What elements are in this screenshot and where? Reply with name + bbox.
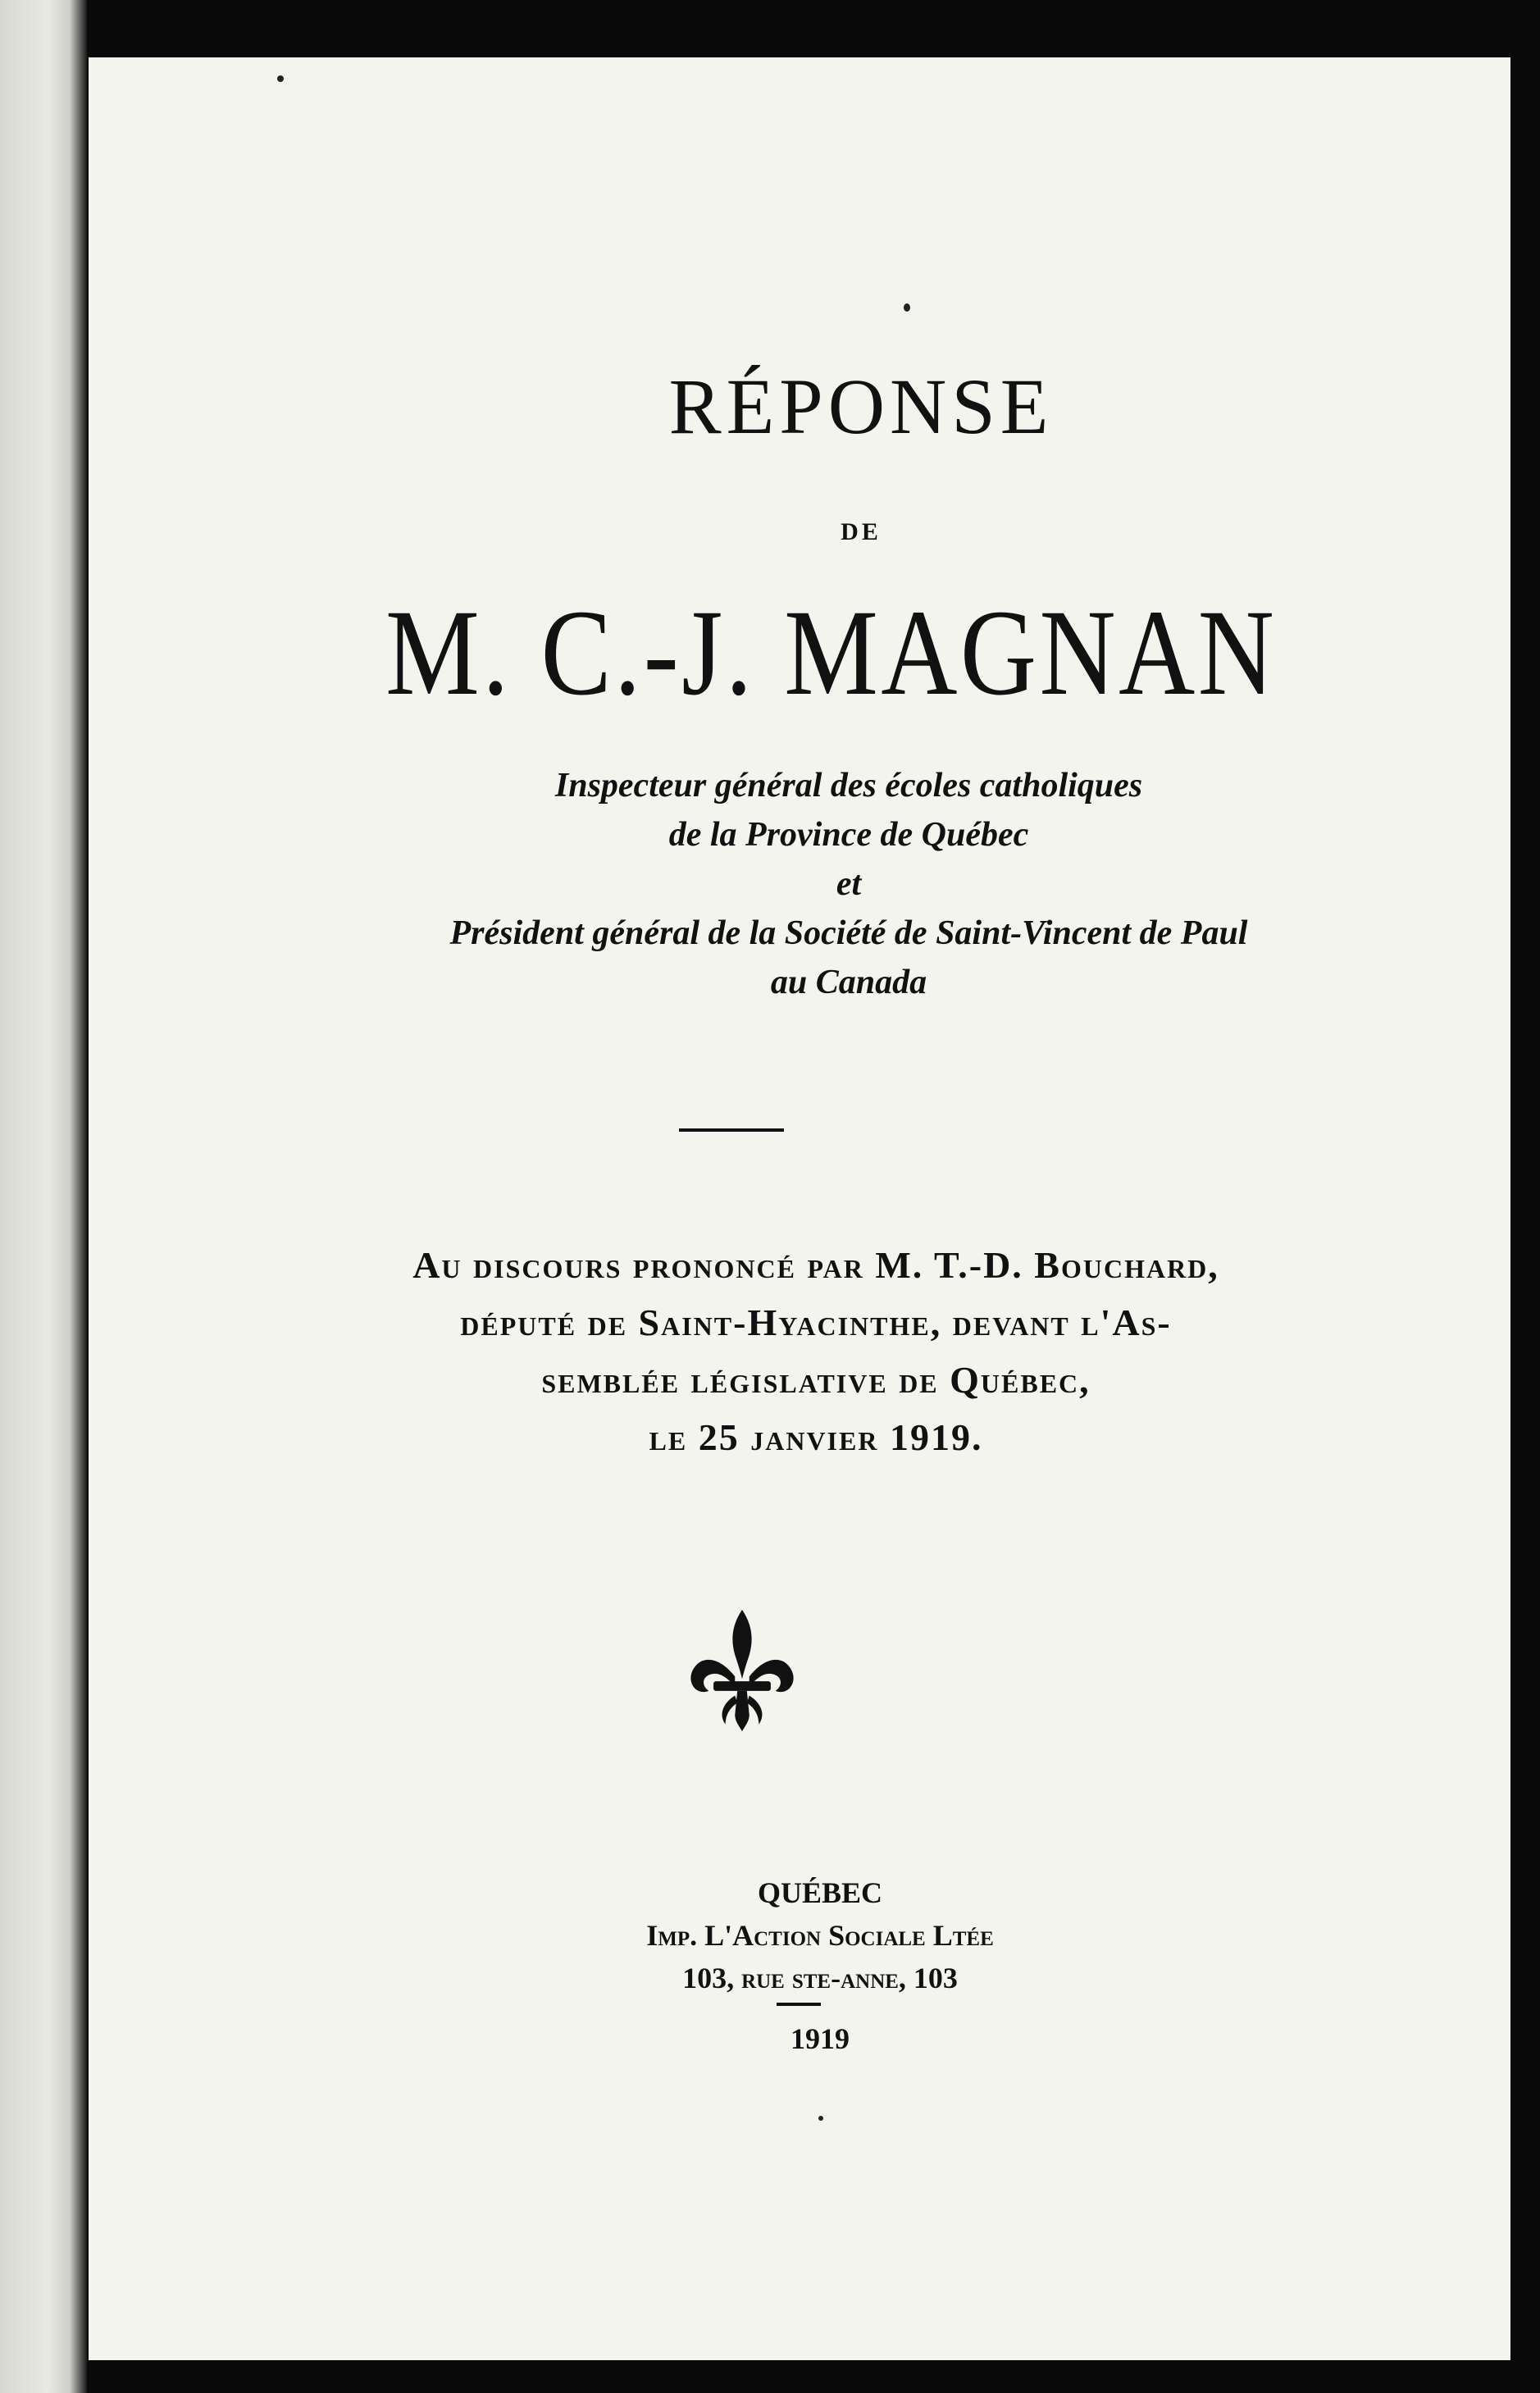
speech-line: le 25 janvier 1919. [649,1416,983,1458]
author-title-line: Président général de la Société de Saint-Vincent de Paul [449,914,1248,952]
paper-speck [904,303,910,312]
author-title-line: de la Province de Québec [668,816,1029,854]
imprint-rule [777,2003,821,2006]
imprint-city: QUÉBEC [757,1876,883,1909]
speech-line: semblée législative de Québec, [541,1359,1091,1401]
author-title-line: au Canada [770,964,927,1001]
author-titles [89,761,1510,1007]
title-preposition: DE [841,518,882,545]
author-title-line: Inspecteur général des écoles catholiques [554,767,1143,805]
imprint-year: 1919 [791,2022,850,2055]
paper-speck [277,75,284,82]
title-page [89,57,1510,2360]
speech-line: Au discours prononcé par M. T.-D. Bouchard, [412,1244,1219,1286]
imprint [89,1871,1510,2060]
separator-rule [679,1128,784,1132]
facing-page-edge [0,0,87,2393]
paper-speck [818,2116,823,2121]
imprint-address: 103, rue ste-anne, 103 [682,1962,958,1994]
fleur-de-lis-icon [681,1607,804,1739]
speech-line: député de Saint-Hyacinthe, devant l'As- [460,1301,1172,1343]
imprint-printer: Imp. L'Action Sociale Ltée [646,1919,994,1952]
page-title: RÉPONSE [668,362,1054,450]
author-title-line: et [836,865,862,903]
speech-description [89,1237,1510,1466]
author-name: M. C.-J. MAGNAN [385,585,1278,721]
